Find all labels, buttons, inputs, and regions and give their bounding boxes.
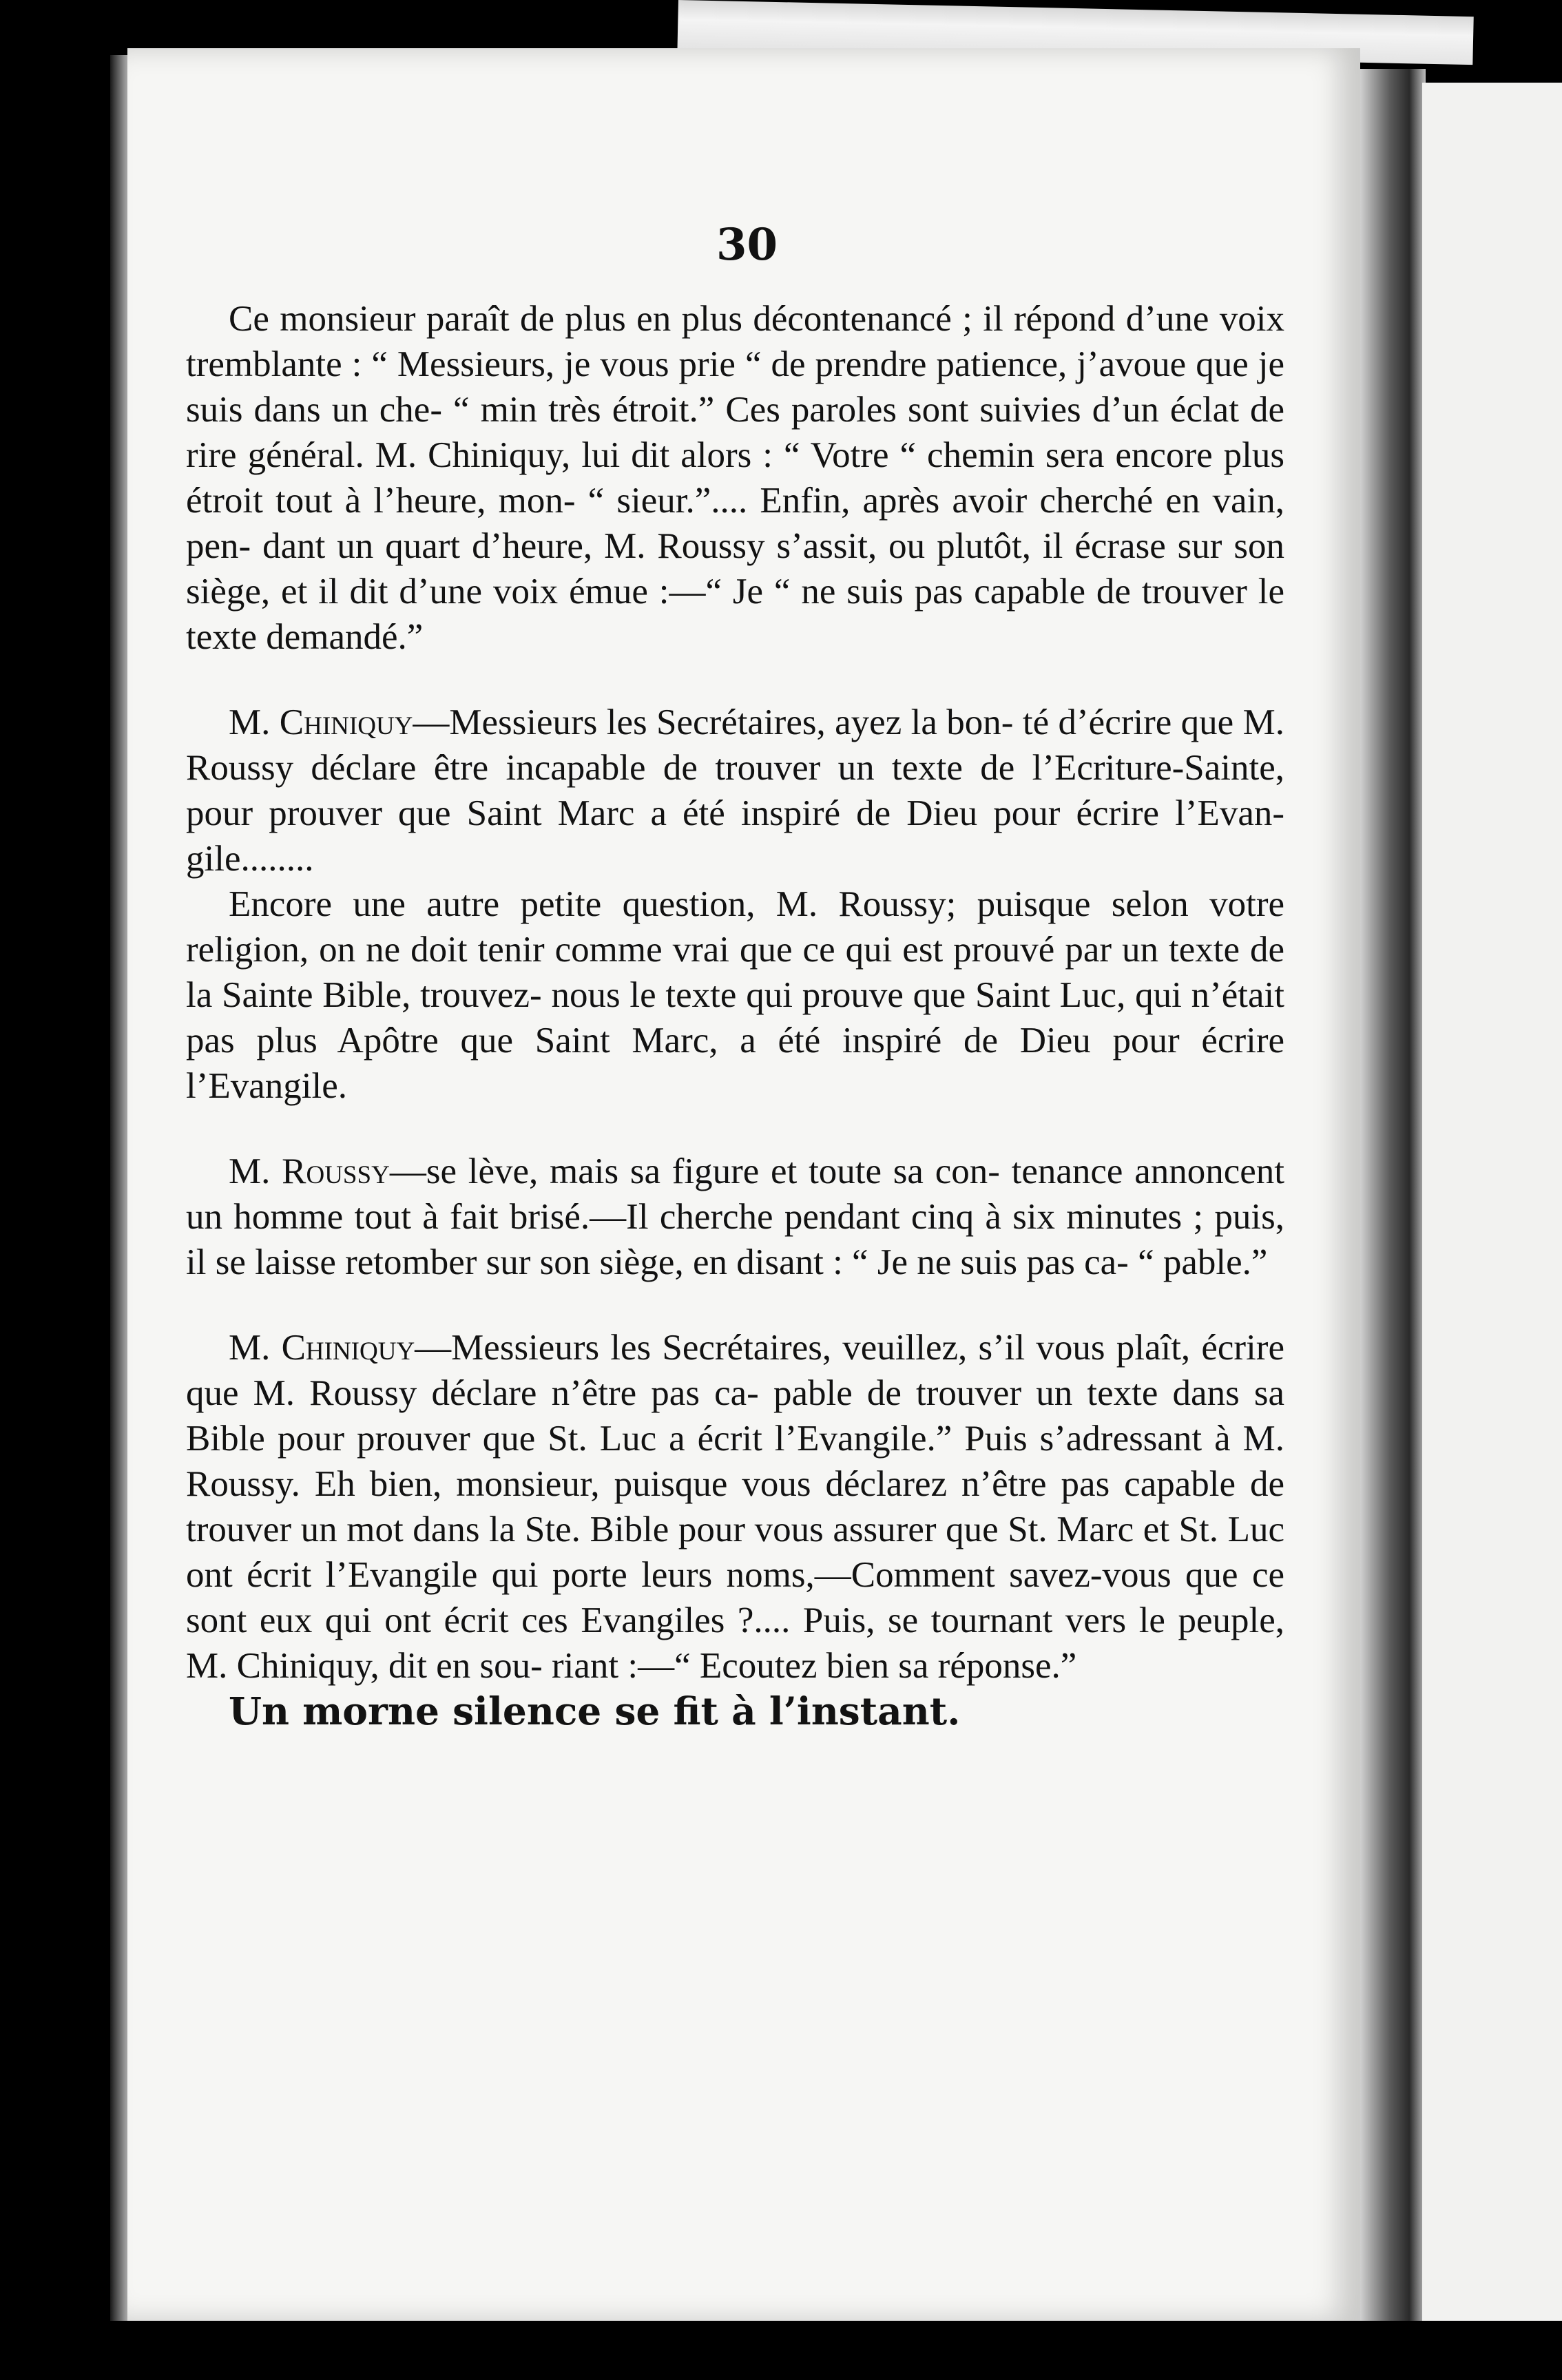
facing-page (1422, 83, 1562, 2321)
paragraph-5 (186, 1325, 1284, 1689)
page-number: 30 (716, 219, 778, 271)
paragraph-3: Encore une autre petite question, M. Roussy; puisque selon votre religion, on ne doit tenir comme vrai que ce qui est prouvé par un texte de la Sainte Bible, trouvez- nous le texte qui prouve que Saint Luc, qui n’était pas plus Apôtre que Saint Marc, a été inspiré de Dieu pour écrire l’Evangile. (186, 884, 1284, 1106)
paragraph-2-text: —Messieurs les Secrétaires, ayez la bon- té d’écrire que M. Roussy déclare être incapable de trouver un texte de l’Ecriture-Sainte, pour prouver que Saint Marc a été inspiré de Dieu pour écrire l’Evan- gile........ (186, 702, 1284, 879)
speaker-name: M. Chiniquy (229, 1328, 415, 1368)
paragraph-4 (186, 1149, 1284, 1285)
paragraph-4-text: —se lève, mais sa figure et toute sa con- tenance annoncent un homme tout à fait brisé.—Il cherche pendant cinq à six minutes ; puis, il se laisse retomber sur son siège, en disant : “ Je ne suis pas ca- “ pable.” (186, 1151, 1285, 1282)
page-text (186, 296, 1284, 1734)
paragraph-2 (186, 700, 1284, 881)
paragraph-1: Ce monsieur paraît de plus en plus décontenancé ; il répond d’une voix tremblante : “ Messieurs, je vous prie “ de prendre patience, j’avoue que je suis dans un che- “ min très étroit.” Ces paroles sont suivies d’un éclat de rire général. M. Chiniquy, lui dit alors : “ Votre “ chemin sera encore plus étroit tout à l’heure, mon- “ sieur.”.... Enfin, après avoir cherché en vain, pen- dant un quart d’heure, M. Roussy s’assit, ou plutôt, il écrase sur son siège, et il dit d’une voix émue :—“ Je “ ne suis pas capable de trouver le texte demandé.” (186, 299, 1284, 657)
paragraph-5-text: —Messieurs les Secrétaires, veuillez, s’il vous plaît, écrire que M. Roussy déclare n’être pas ca- pable de trouver un texte dans sa Bible pour prouver que St. Luc a écrit l’Evangile.” Puis s’adressant à M. Roussy. Eh bien, monsieur, puisque vous déclarez n’être pas capable de trouver un mot dans la Ste. Bible pour vous assurer que St. Marc et St. Luc ont écrit l’Evangile qui porte leurs noms,—Comment savez-vous que ce sont eux qui ont écrit ces Evangiles ?.... Puis, se tournant vers le peuple, M. Chiniquy, dit en sou- riant :—“ Ecoutez bien sa réponse.” (186, 1328, 1284, 1686)
book-gutter (1360, 69, 1426, 2321)
speaker-name: M. Chiniquy (229, 702, 413, 742)
speaker-name: M. Roussy (229, 1151, 390, 1191)
closing-line: Un morne silence se fit à l’instant. (229, 1689, 961, 1733)
